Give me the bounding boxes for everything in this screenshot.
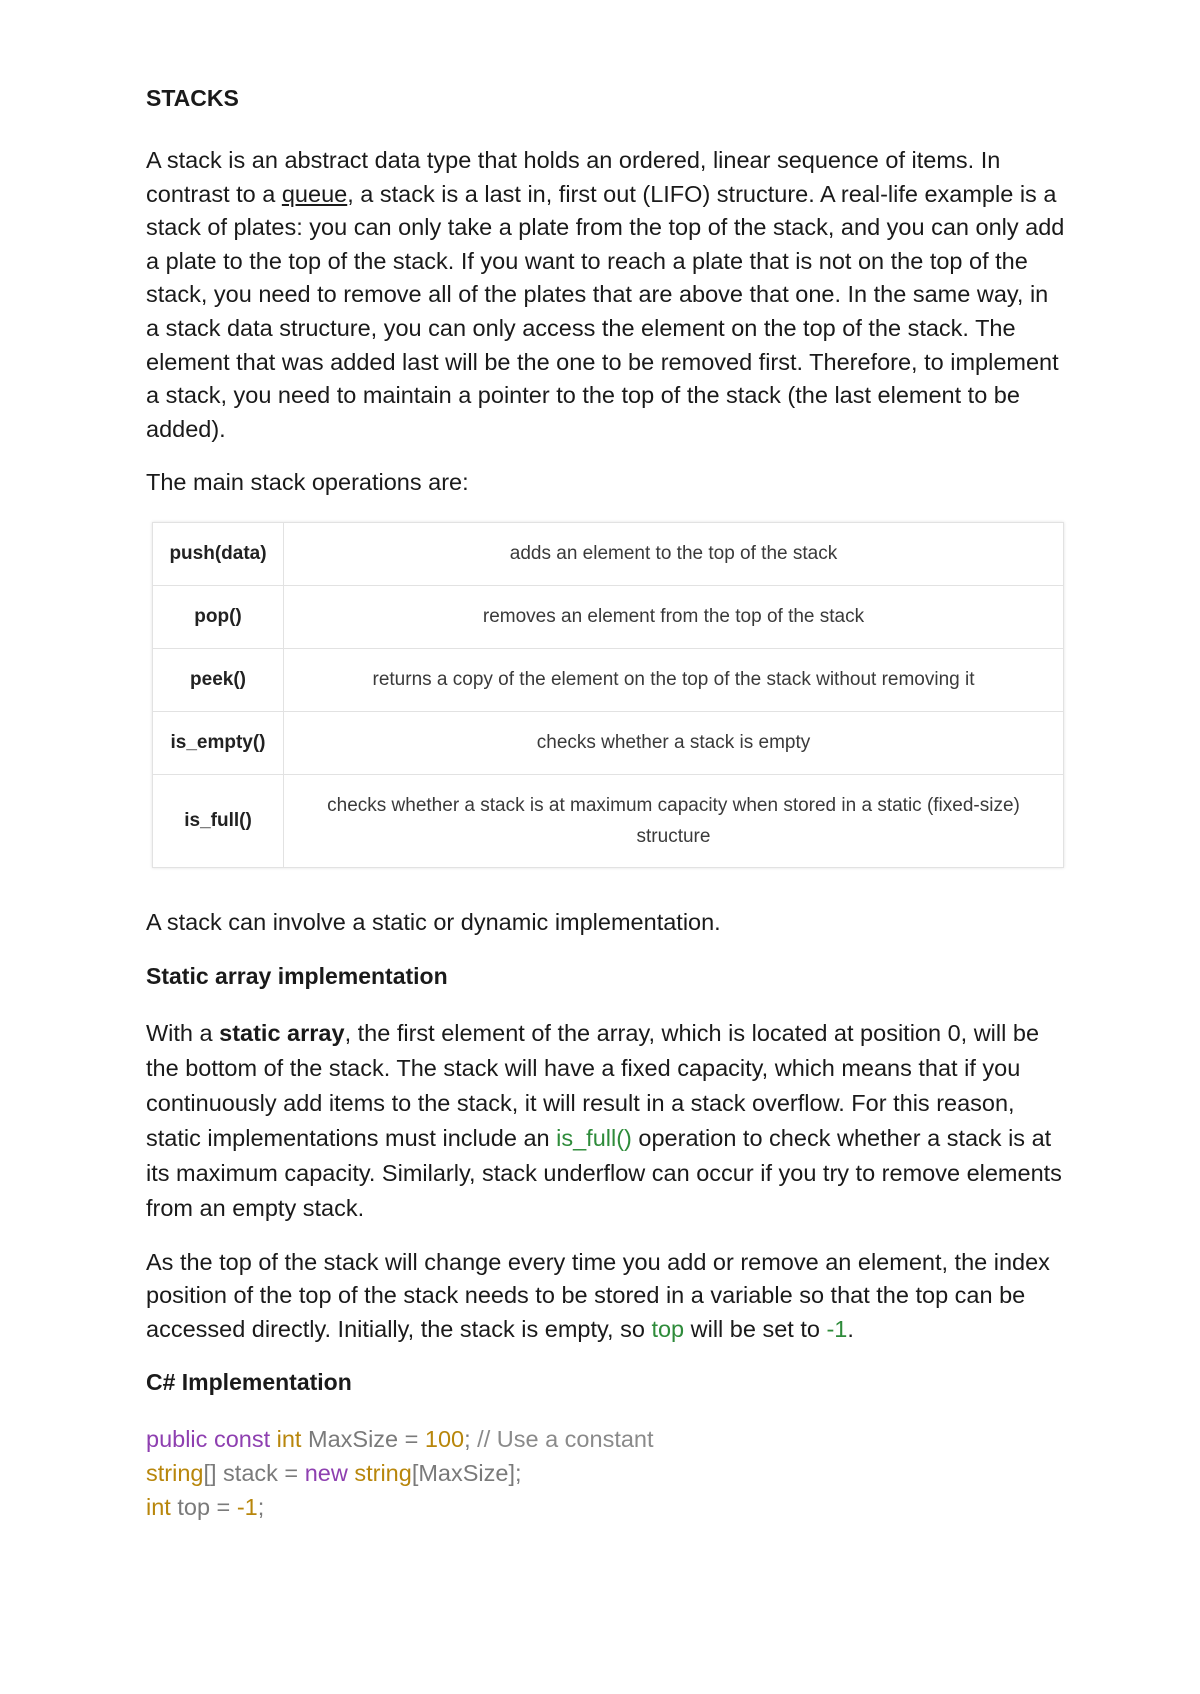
static-text-c: operation to check whether a stack is at its maximum capacity. Similarly, stack underflow can occur if you try to remove elements from an empty stack.: [146, 1124, 1062, 1221]
code-keyword: new: [304, 1460, 348, 1487]
code-number: -1: [236, 1494, 258, 1521]
operation-description: adds an element to the top of the stack: [284, 522, 1064, 585]
queue-link[interactable]: queue: [281, 180, 348, 207]
intro-paragraph: [146, 144, 1066, 446]
static-array-paragraph: [146, 1016, 1066, 1226]
operation-name: push(data): [153, 522, 284, 585]
code-comment: // Use a constant: [470, 1426, 654, 1453]
static-text-a: With a: [146, 1019, 220, 1046]
is-full-code: is_full(): [556, 1124, 632, 1151]
operation-name: pop(): [153, 585, 284, 648]
implementation-note: A stack can involve a static or dynamic implementation.: [146, 908, 721, 935]
code-text: MaxSize =: [301, 1426, 425, 1453]
top-index-paragraph: [146, 1246, 1066, 1347]
operation-description: checks whether a stack is empty: [284, 711, 1064, 774]
code-type: int: [276, 1426, 302, 1453]
operation-description: checks whether a stack is at maximum capacity when stored in a static (fixed-size) structure: [284, 774, 1064, 867]
code-type: int: [146, 1494, 171, 1521]
code-type: string: [354, 1460, 412, 1487]
operations-intro: The main stack operations are:: [146, 469, 469, 496]
static-text-b: , the first element of the array, which is located at position 0, will be the bottom of the stack. The stack will have a fixed capacity, which means that if you continuously add items to the stack, it will result in a stack overflow. For this reason, static implementations must include an: [146, 1019, 1040, 1151]
code-text: [] stack =: [203, 1460, 305, 1487]
table-row: [153, 522, 1064, 585]
operation-description: returns a copy of the element on the top of the stack without removing it: [284, 648, 1064, 711]
intro-text-1: A stack is an abstract data type that holds an ordered, linear sequence of items. In contrast to a: [146, 147, 1001, 207]
code-text: [MaxSize];: [411, 1460, 522, 1487]
code-line-1: [146, 1422, 1066, 1456]
table-row: [153, 711, 1064, 774]
code-keyword: const: [213, 1426, 271, 1453]
operation-name: peek(): [153, 648, 284, 711]
operation-name: is_empty(): [153, 711, 284, 774]
code-text: top =: [170, 1494, 237, 1521]
intro-text-2: , a stack is a last in, first out (LIFO) structure. A real-life example is a stack of plates: you can only take a plate from the top of the stack, and you can only add a plate to the top of the stack. If you want to reach a plate that is not on the top of the stack, you need to remove all of the plates that are above that one. In the same way, in a stack data structure, you can only access the element on the top of the stack. The element that was added last will be the one to be removed first. Therefore, to implement a stack, you need to maintain a pointer to the top of the stack (the last element to be added).: [146, 180, 1065, 442]
code-text: ;: [257, 1494, 265, 1521]
document-page: [146, 82, 1066, 1524]
operations-table: [152, 522, 1064, 868]
code-line-2: [146, 1456, 1066, 1490]
code-line-3: [146, 1490, 1066, 1524]
table-row: [153, 585, 1064, 648]
code-type: string: [146, 1460, 204, 1487]
table-row: [153, 774, 1064, 867]
static-array-bold: static array: [219, 1019, 345, 1046]
minus-one-code: -1: [826, 1315, 848, 1342]
table-row: [153, 648, 1064, 711]
csharp-heading: C# Implementation: [146, 1369, 352, 1396]
code-number: 100: [424, 1426, 465, 1453]
top-code: top: [651, 1315, 685, 1342]
operation-description: removes an element from the top of the stack: [284, 585, 1064, 648]
static-array-heading: Static array implementation: [146, 962, 448, 989]
top-text-a: As the top of the stack will change every time you add or remove an element, the index position of the top of the stack needs to be stored in a variable so that the top can be accessed directly. Initially, the stack is empty, so: [146, 1248, 1050, 1342]
code-text: ;: [464, 1426, 471, 1453]
page-title: STACKS: [146, 85, 239, 111]
code-block: [146, 1422, 1066, 1524]
top-text-c: .: [847, 1315, 854, 1342]
operation-name: is_full(): [153, 774, 284, 867]
code-keyword: public: [146, 1426, 208, 1453]
top-text-b: will be set to: [684, 1315, 827, 1342]
